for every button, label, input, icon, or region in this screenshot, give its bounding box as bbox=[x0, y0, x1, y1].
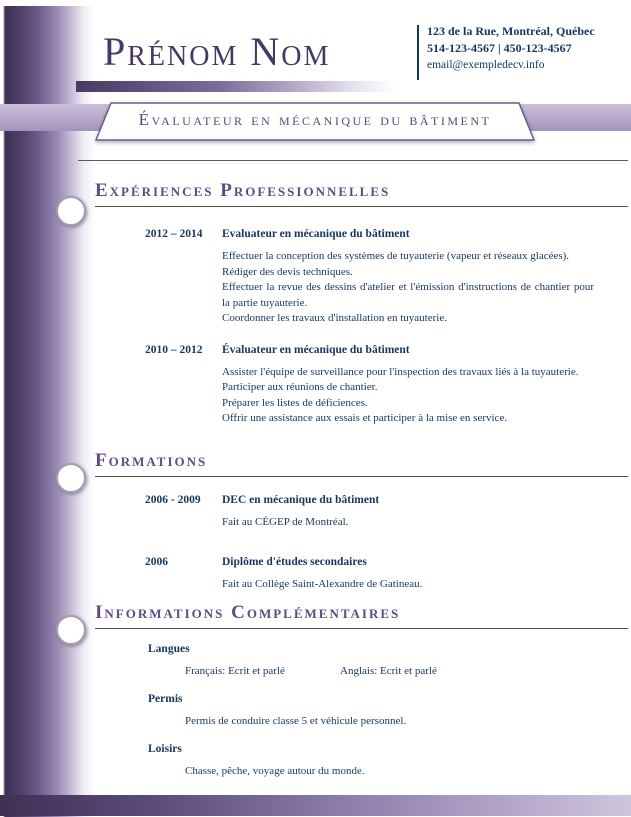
formation-entry-head bbox=[145, 555, 628, 570]
entry-details bbox=[222, 515, 594, 531]
info-item-langues bbox=[95, 642, 628, 679]
detail-line: Coordonner les travaux d'installation en tuyauterie. bbox=[222, 312, 447, 324]
section-formations bbox=[95, 450, 628, 592]
section-title-formations: Formations bbox=[95, 450, 208, 471]
section-bullet-experience bbox=[56, 196, 86, 226]
section-infos bbox=[95, 602, 628, 779]
experience-entry-head bbox=[145, 343, 628, 358]
info-label: Loisirs bbox=[148, 743, 182, 755]
info-value-loisirs: Chasse, pêche, voyage autour du monde. bbox=[185, 765, 365, 777]
section-bullet-infos bbox=[56, 615, 86, 645]
contact-email: email@exempledecv.info bbox=[427, 59, 545, 71]
section-bullet-formations bbox=[56, 463, 86, 493]
entry-role: DEC en mécanique du bâtiment bbox=[222, 494, 380, 506]
experience-entry-head bbox=[145, 227, 628, 242]
section-rule bbox=[95, 206, 628, 207]
info-label: Langues bbox=[148, 643, 190, 655]
detail-line: Effectuer la conception des systèmes de tuyauterie (vapeur et réseaux glacées). bbox=[222, 250, 570, 262]
formation-entry bbox=[145, 555, 628, 593]
contact-block bbox=[427, 23, 595, 74]
experience-entry bbox=[145, 227, 628, 327]
detail-line: Effectuer la revue des dessins d'atelier et l'émission d'instructions de chantier pour la partie tuyauterie. bbox=[222, 281, 594, 309]
detail-line: Offrir une assistance aux essais et participer à la mise en service. bbox=[222, 412, 508, 424]
contact-divider-line bbox=[417, 25, 419, 80]
formation-entry-head bbox=[145, 493, 628, 508]
detail-line: Fait au CÉGEP de Montréal. bbox=[222, 516, 349, 528]
job-title-banner: Évaluateur en mécanique du bâtiment bbox=[138, 110, 492, 129]
entry-details bbox=[222, 249, 594, 327]
experience-entry bbox=[145, 343, 628, 427]
name-underline-bar bbox=[76, 81, 396, 92]
info-label: Permis bbox=[148, 693, 183, 705]
entry-role: Evaluateur en mécanique du bâtiment bbox=[222, 228, 410, 240]
entry-period: 2010 – 2012 bbox=[145, 343, 203, 356]
contact-address: 123 de la Rue, Montréal, Québec bbox=[427, 24, 595, 38]
entry-period: 2012 – 2014 bbox=[145, 228, 203, 240]
section-experience bbox=[95, 180, 628, 427]
info-text bbox=[185, 714, 628, 729]
entry-role: Diplôme d'études secondaires bbox=[222, 555, 367, 568]
bottom-accent-band bbox=[0, 795, 631, 816]
info-value-permis: Permis de conduire classe 5 et véhicule personnel. bbox=[185, 715, 407, 727]
detail-line: Préparer les listes de déficiences. bbox=[222, 396, 368, 409]
info-value-french: Français: Ecrit et parlé bbox=[185, 665, 285, 677]
info-value-english: Anglais: Ecrit et parlé bbox=[340, 665, 437, 677]
info-item-loisirs bbox=[95, 742, 628, 779]
entry-details bbox=[222, 577, 594, 593]
detail-line: Assister l'équipe de surveillance pour l'inspection des travaux liés à la tuyauterie. bbox=[222, 365, 579, 378]
info-text bbox=[185, 664, 628, 679]
detail-line: Rédiger des devis techniques. bbox=[222, 265, 353, 278]
info-text bbox=[185, 764, 628, 779]
entry-details bbox=[222, 365, 594, 427]
entry-period: 2006 - 2009 bbox=[145, 494, 201, 506]
section-title-infos: Informations Complémentaires bbox=[95, 602, 401, 623]
formation-entry bbox=[145, 493, 628, 531]
candidate-name: Prénom Nom bbox=[103, 29, 331, 74]
section-rule bbox=[95, 476, 628, 477]
info-item-permis bbox=[95, 692, 628, 729]
detail-line: Participer aux réunions de chantier. bbox=[222, 381, 378, 393]
content-top-rule bbox=[78, 160, 628, 161]
entry-role: Évaluateur en mécanique du bâtiment bbox=[222, 343, 410, 356]
section-title-experience: Expériences Professionnelles bbox=[95, 180, 391, 201]
entry-period: 2006 bbox=[145, 555, 168, 568]
section-rule bbox=[95, 628, 628, 629]
contact-phones: 514-123-4567 | 450-123-4567 bbox=[427, 41, 572, 55]
detail-line: Fait au Collège Saint-Alexandre de Gatineau. bbox=[222, 577, 423, 590]
